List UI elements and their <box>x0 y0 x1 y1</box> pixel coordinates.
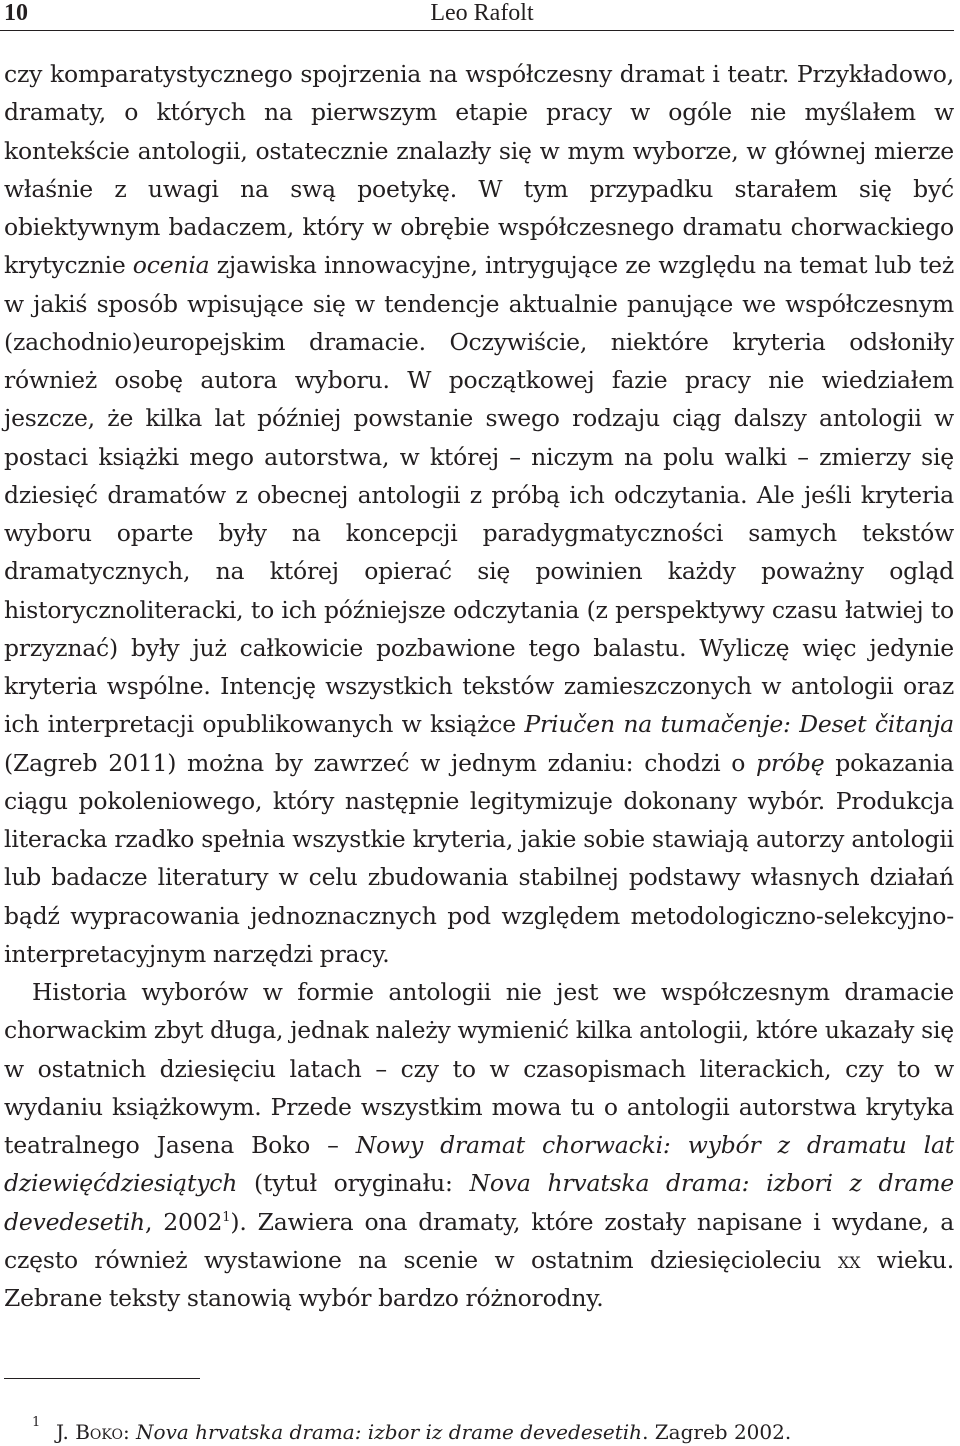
text-run: zjawiska innowacyjne, intrygujące ze względu na temat lub też w jakiś sposób wpisujące się w tendencje aktualnie panujące we współczesnym (zachodnio)europejskim dramacie. Oczywiście, niektóre kryteria odsłoniły również osobę autora wyboru. W początkowej fazie pracy nie wiedziałem jeszcze, że kilka lat później powstanie swego rodzaju ciąg dalszy antologii w postaci książki mego autorstwa, w której – niczym na polu walki – zmierzy się dziesięć dramatów z obecnej antologii z próbą ich odczytania. Ale jeśli kryteria wyboru oparte były na koncepcji paradygmatyczności samych tekstów dramatycznych, na której opierać się powinien każdy poważny ogląd historycznoliteracki, to ich późniejsze odczytania (z perspektywy czasu łatwiej to przyznać) były już całkowicie pozbawione tego balastu. Wyliczę więc jedynie kryteria wspólne. Intencję wszystkich tekstów zamieszczonych w antologii oraz ich interpretacji opublikowanych w książce <box>4 251 955 739</box>
paragraph-1 <box>4 55 954 973</box>
footnote-author-surname: Boko <box>75 1420 123 1444</box>
text-run: czy komparatystycznego spojrzenia na współczesny dramat i teatr. Przykładowo, dramaty, o których na pierwszym etapie pracy w ogóle nie myślałem w kontekście antologii, ostatecznie znalazły się w mym wyborze, w głównej mierze właśnie z uwagi na swą poetykę. W tym przypadku starałem się być obiektywnym badaczem, który w obrębie współczesnego dramatu chorwackiego krytycznie <box>4 60 954 280</box>
footnote-reference[interactable]: 1 <box>222 1209 231 1225</box>
footnote-title: Nova hrvatska drama: izbor iz drame devedesetih <box>136 1420 643 1444</box>
running-head: Leo Rafolt <box>430 0 534 26</box>
page-number: 10 <box>4 0 28 26</box>
book-title: Nowy dramat chorwacki: wybór z dramatu lat dziewięćdziesiątych <box>4 1131 955 1198</box>
footnote-rule <box>4 1378 200 1379</box>
footnote-mark: 1 <box>32 1415 41 1430</box>
book-title: Nova hrvatska drama: izbori z drame devedesetih <box>4 1169 955 1236</box>
text-run: ). Zawiera ona dramaty, które zostały napisane i wydane, a często również wystawione na scenie w ostatnim dziesięcioleciu <box>4 1207 955 1274</box>
paragraph-2 <box>4 973 954 1317</box>
text-run: , 2002 <box>144 1207 223 1236</box>
text-run: pokazania ciągu pokoleniowego, który następnie legitymizuje dokonany wybór. Produkcja literacka rzadko spełnia wszystkie kryteria, jakie sobie stawiają autorzy antologii lub badacze literatury w celu zbudowania stabilnej podstawy własnych działań bądź wypracowania jednoznacznych pod względem metodologiczno-selekcyjno-interpretacyjnym narzędzi pracy. <box>4 748 954 968</box>
main-text <box>4 55 954 1317</box>
italic-text: ocenia <box>132 251 210 280</box>
text-run: Historia wyborów w formie antologii nie jest we współczesnym dramacie chorwackim zbyt długa, jednak należy wymienić kilka antologii, które ukazały się w ostatnich dziesięciu latach – czy to w czasopismach literackich, czy to w wydaniu książkowym. Przede wszystkim mowa tu o antologii autorstwa krytyka teatralnego Jasena Boko – <box>4 978 954 1159</box>
small-caps-text: xx <box>837 1245 861 1274</box>
text-run: (tytuł oryginału: <box>237 1169 470 1198</box>
footnote-author-initial: J. <box>56 1420 76 1444</box>
text-run: (Zagreb 2011) można by zawrzeć w jednym zdaniu: chodzi o <box>4 748 757 777</box>
italic-text: próbę <box>756 748 825 777</box>
page-header <box>4 0 960 30</box>
footnote-text <box>56 1419 791 1445</box>
footnote-separator: : <box>122 1420 137 1444</box>
text-run: wieku. Zebrane teksty stanowią wybór bardzo różnorodny. <box>4 1245 954 1312</box>
book-title: Priučen na tumačenje: Deset čitanja <box>524 710 954 739</box>
footnote-rest: . Zagreb 2002. <box>642 1420 792 1444</box>
header-rule <box>0 30 954 31</box>
